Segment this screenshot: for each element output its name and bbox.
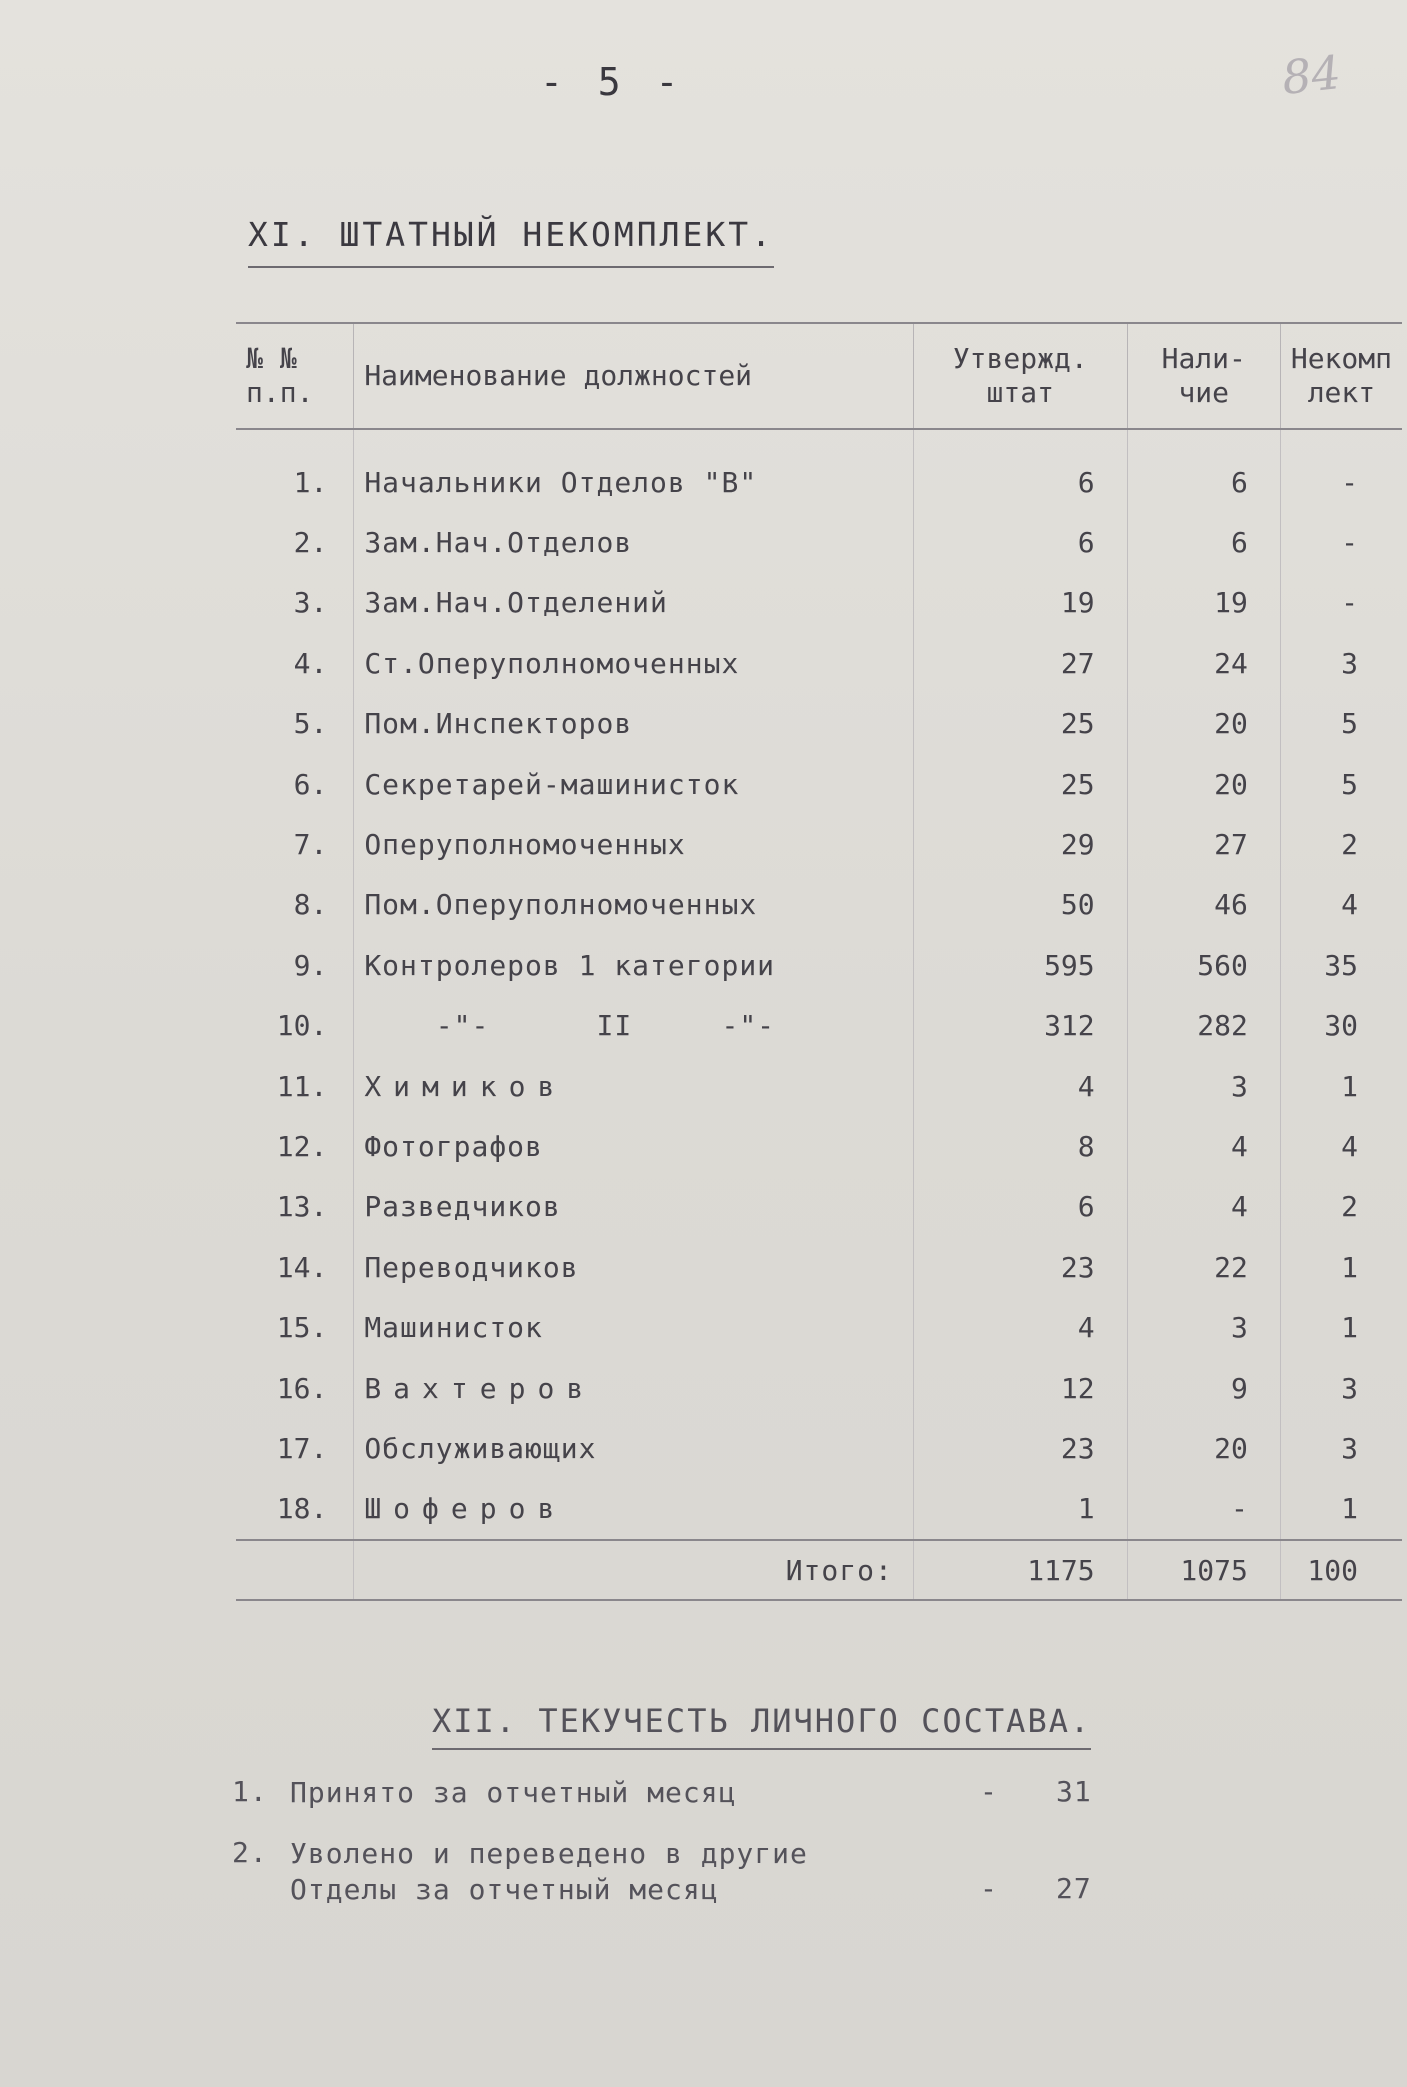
- row-number: 8.: [293, 888, 328, 922]
- row-number: 11.: [276, 1069, 328, 1103]
- row-present: 282: [1127, 996, 1280, 1056]
- turnover-item-number: 1.: [232, 1775, 268, 1808]
- row-shortage: 2: [1280, 814, 1402, 874]
- turnover-item-dash: -: [980, 1775, 998, 1808]
- row-shortage: 3: [1280, 633, 1402, 693]
- row-number: 9.: [293, 948, 328, 982]
- row-present: 20: [1127, 1418, 1280, 1478]
- section-title-staff-turnover: XII. ТЕКУЧЕСТЬ ЛИЧНОГО СОСТАВА.: [432, 1702, 1091, 1750]
- total-approved: 1175: [913, 1540, 1127, 1600]
- total-label: Итого:: [354, 1540, 914, 1600]
- table-row: [236, 1297, 1402, 1357]
- row-present: 9: [1127, 1358, 1280, 1418]
- row-present: 3: [1127, 1297, 1280, 1357]
- row-position-name: Контролеров 1 категории: [354, 935, 914, 995]
- page-number: - 5 -: [540, 60, 685, 104]
- row-shortage: 2: [1280, 1177, 1402, 1237]
- row-shortage: 1: [1280, 1056, 1402, 1116]
- row-position-name: Шоферов: [354, 1479, 914, 1540]
- row-approved: 595: [913, 935, 1127, 995]
- row-present: 6: [1127, 429, 1280, 512]
- table-row: [236, 1056, 1402, 1116]
- row-shortage: 5: [1280, 694, 1402, 754]
- row-approved: 6: [913, 429, 1127, 512]
- row-position-name: Фотографов: [354, 1116, 914, 1176]
- row-number: 16.: [276, 1371, 328, 1405]
- table-row: [236, 935, 1402, 995]
- header-approved-staff: Утвержд. штат: [913, 323, 1127, 429]
- header-number: № № п.п.: [236, 323, 354, 429]
- table-total-row: [236, 1540, 1402, 1600]
- row-position-name: Машинисток: [354, 1297, 914, 1357]
- row-present: 27: [1127, 814, 1280, 874]
- row-position-name: Вахтеров: [354, 1358, 914, 1418]
- turnover-item: [232, 1775, 1132, 1815]
- row-shortage: 1: [1280, 1297, 1402, 1357]
- row-shortage: 3: [1280, 1358, 1402, 1418]
- row-present: 46: [1127, 875, 1280, 935]
- turnover-item-text: Принято за отчетный месяц: [290, 1776, 737, 1809]
- table-row: [236, 1177, 1402, 1237]
- row-shortage: 4: [1280, 875, 1402, 935]
- row-position-name: Пом.Инспекторов: [354, 694, 914, 754]
- table-row: [236, 996, 1402, 1056]
- turnover-item-dash: -: [980, 1872, 998, 1905]
- row-position-name: Зам.Нач.Отделов: [354, 512, 914, 572]
- row-present: 4: [1127, 1116, 1280, 1176]
- row-present: -: [1127, 1479, 1280, 1540]
- turnover-item-text: Уволено и переведено в другие Отделы за отчетный месяц: [290, 1837, 808, 1906]
- turnover-item-number: 2.: [232, 1836, 268, 1869]
- row-approved: 27: [913, 633, 1127, 693]
- turnover-item-value: 27: [1056, 1872, 1092, 1905]
- row-shortage: 5: [1280, 754, 1402, 814]
- row-number: 15.: [276, 1311, 328, 1345]
- table-row: [236, 1479, 1402, 1540]
- row-shortage: -: [1280, 512, 1402, 572]
- row-approved: 312: [913, 996, 1127, 1056]
- row-approved: 25: [913, 754, 1127, 814]
- row-position-name: Зам.Нач.Отделений: [354, 573, 914, 633]
- row-present: 19: [1127, 573, 1280, 633]
- row-shortage: -: [1280, 429, 1402, 512]
- row-position-name: Ст.Оперуполномоченных: [354, 633, 914, 693]
- row-approved: 6: [913, 512, 1127, 572]
- row-shortage: 4: [1280, 1116, 1402, 1176]
- table-row: [236, 512, 1402, 572]
- row-number: 10.: [276, 1009, 328, 1043]
- row-approved: 4: [913, 1297, 1127, 1357]
- row-approved: 25: [913, 694, 1127, 754]
- row-approved: 6: [913, 1177, 1127, 1237]
- row-number: 18.: [276, 1492, 328, 1526]
- row-position-name: Переводчиков: [354, 1237, 914, 1297]
- total-present: 1075: [1127, 1540, 1280, 1600]
- row-approved: 4: [913, 1056, 1127, 1116]
- table-row: [236, 814, 1402, 874]
- total-shortage: 100: [1280, 1540, 1402, 1600]
- table-row: [236, 1237, 1402, 1297]
- row-position-name: Разведчиков: [354, 1177, 914, 1237]
- turnover-item-value: 31: [1056, 1775, 1092, 1808]
- row-shortage: 1: [1280, 1479, 1402, 1540]
- row-position-name: Обслуживающих: [354, 1418, 914, 1478]
- row-number: 2.: [293, 526, 328, 560]
- row-number: 13.: [276, 1190, 328, 1224]
- row-present: 4: [1127, 1177, 1280, 1237]
- row-number: 6.: [293, 767, 328, 801]
- row-number: 4.: [293, 646, 328, 680]
- turnover-item: [232, 1836, 1132, 1916]
- row-approved: 50: [913, 875, 1127, 935]
- row-position-name: Оперуполномоченных: [354, 814, 914, 874]
- row-approved: 8: [913, 1116, 1127, 1176]
- row-position-name: Пом.Оперуполномоченных: [354, 875, 914, 935]
- header-position-name: Наименование должностей: [354, 323, 914, 429]
- row-shortage: 3: [1280, 1418, 1402, 1478]
- table-row: [236, 875, 1402, 935]
- row-shortage: 35: [1280, 935, 1402, 995]
- row-shortage: 30: [1280, 996, 1402, 1056]
- row-present: 22: [1127, 1237, 1280, 1297]
- table-header-row: [236, 323, 1402, 429]
- row-approved: 23: [913, 1418, 1127, 1478]
- row-approved: 29: [913, 814, 1127, 874]
- row-position-name: -"- II -"-: [354, 996, 914, 1056]
- header-shortage: Некомп лект: [1280, 323, 1402, 429]
- row-position-name: Химиков: [354, 1056, 914, 1116]
- row-approved: 23: [913, 1237, 1127, 1297]
- section-title-staff-shortage: XI. ШТАТНЫЙ НЕКОМПЛЕКТ.: [248, 215, 774, 268]
- table-row: [236, 1358, 1402, 1418]
- row-approved: 1: [913, 1479, 1127, 1540]
- total-spacer: [236, 1540, 354, 1600]
- table-row: [236, 573, 1402, 633]
- row-approved: 12: [913, 1358, 1127, 1418]
- row-number: 1.: [293, 465, 328, 499]
- row-number: 3.: [293, 586, 328, 620]
- table-row: [236, 633, 1402, 693]
- header-present: Нали- чие: [1127, 323, 1280, 429]
- row-position-name: Начальники Отделов "В": [354, 429, 914, 512]
- row-number: 14.: [276, 1250, 328, 1284]
- row-approved: 19: [913, 573, 1127, 633]
- row-present: 3: [1127, 1056, 1280, 1116]
- table-row: [236, 1418, 1402, 1478]
- row-present: 6: [1127, 512, 1280, 572]
- row-present: 24: [1127, 633, 1280, 693]
- staff-shortage-table: [236, 322, 1402, 1601]
- row-number: 5.: [293, 707, 328, 741]
- row-number: 7.: [293, 828, 328, 862]
- handwritten-folio-number: 84: [1279, 45, 1344, 105]
- table-row: [236, 694, 1402, 754]
- table-row: [236, 754, 1402, 814]
- row-present: 560: [1127, 935, 1280, 995]
- row-position-name: Секретарей-машинисток: [354, 754, 914, 814]
- row-number: 17.: [276, 1431, 328, 1465]
- row-present: 20: [1127, 754, 1280, 814]
- row-present: 20: [1127, 694, 1280, 754]
- row-shortage: 1: [1280, 1237, 1402, 1297]
- table-row: [236, 429, 1402, 512]
- row-shortage: -: [1280, 573, 1402, 633]
- row-number: 12.: [276, 1129, 328, 1163]
- table-row: [236, 1116, 1402, 1176]
